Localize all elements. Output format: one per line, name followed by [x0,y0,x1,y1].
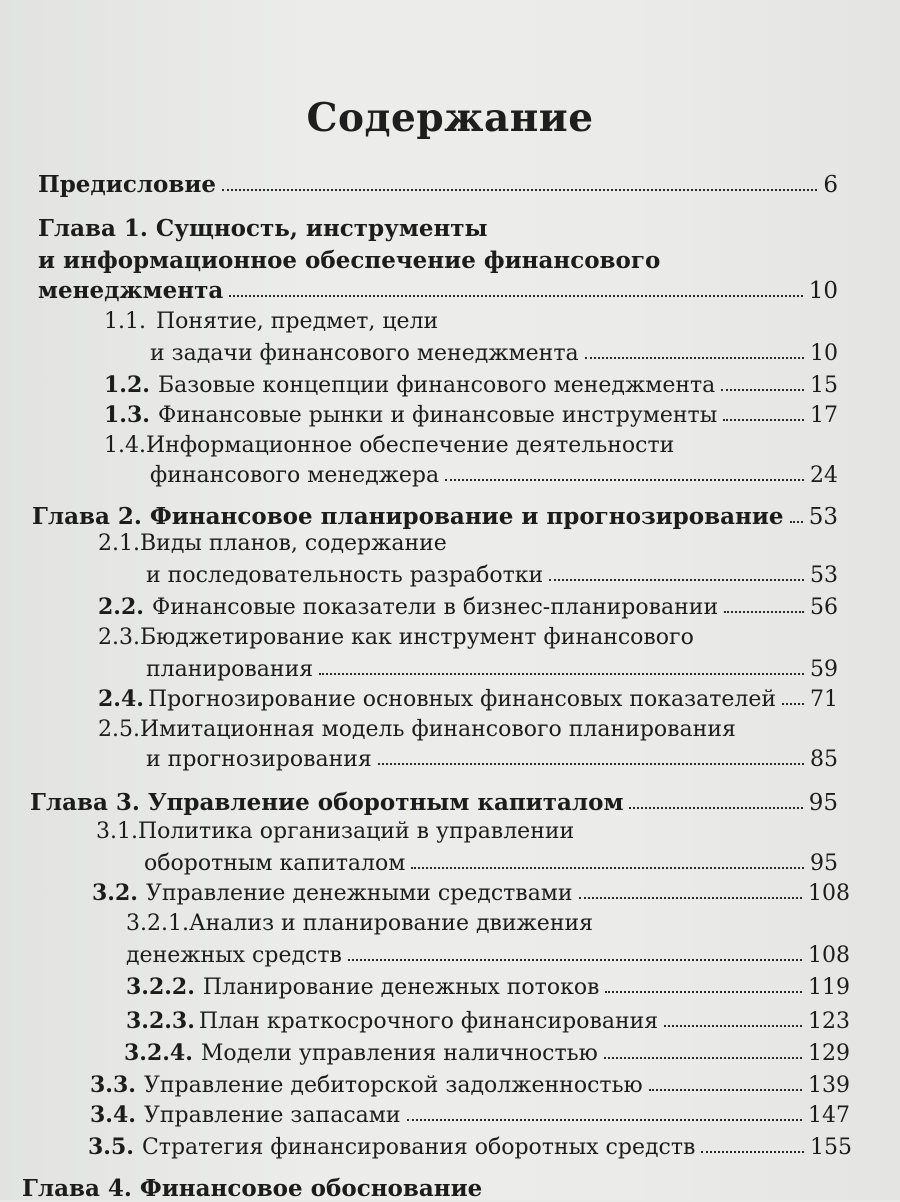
section-number: 2.1. [98,531,140,556]
entry-text: Управление дебиторской задолженностью [143,1073,643,1098]
toc-entry-3-2 [92,874,850,906]
page-number: 123 [808,1009,850,1034]
entry-text: Глава 2. Финансовое планирование и прогнозирование [32,503,784,530]
section-number: 3.3. [90,1072,136,1098]
dot-leader [229,295,802,297]
page-title: Содержание [306,95,594,141]
page-number: 56 [810,595,838,620]
page-number: 10 [808,278,838,304]
dot-leader [579,897,802,899]
toc-entry-3-4 [90,1096,850,1128]
section-text: Анализ и планирование движения [188,911,594,936]
page-number: 59 [810,657,838,682]
section-number: 3.5. [88,1134,134,1160]
dot-leader [605,991,802,993]
toc-entry-2-3 [146,650,838,682]
entry-text: финансового менеджера [150,463,440,488]
entry-text: и задачи финансового менеджмента [150,341,579,366]
entry-text: менеджмента [38,277,224,304]
entry-text: Стратегия финансирования оборотных средств [141,1135,696,1160]
page-number: 17 [810,403,838,428]
dot-leader [782,703,804,705]
section-3-1-line-1 [96,812,574,844]
toc-entry-1-2 [104,366,838,398]
entry-text: Управление денежными средствами [145,881,573,906]
entry-text: Базовые концепции финансового менеджмента [157,373,716,398]
entry-text: Модели управления наличностью [200,1041,598,1066]
entry-text: планирования [146,657,314,682]
section-number: 3.2.2. [126,974,195,1000]
section-number: 1.1. [104,309,146,334]
page-number: 10 [810,341,838,366]
section-number: 3.2.3. [126,1008,195,1034]
page-number: 119 [808,975,850,1000]
chapter-4-heading: Глава 4. Финансовое обоснование [22,1175,483,1202]
toc-entry-preface [38,166,838,198]
dot-leader [585,357,804,359]
dot-leader [649,1089,802,1091]
dot-leader [378,763,804,765]
section-number: 1.2. [104,372,150,398]
page-number: 155 [810,1135,852,1160]
section-number: 3.2.4. [124,1040,193,1066]
page-number: 147 [808,1103,850,1128]
page-number: 15 [810,373,838,398]
dot-leader [721,389,804,391]
section-text: Бюджетирование как инструмент финансового [139,625,694,650]
chapter-1-heading-line-2: и информационное обеспечение финансового [38,247,661,274]
section-text: Понятие, предмет, цели [155,309,439,334]
dot-leader [790,521,803,523]
toc-entry-2-4 [98,680,838,712]
page-number: 85 [810,747,838,772]
section-number: 1.3. [104,402,150,428]
dot-leader [549,579,804,581]
page-number: 139 [808,1073,850,1098]
dot-leader [701,1151,804,1153]
dot-leader [664,1025,802,1027]
toc-entry-1-1 [150,334,838,366]
toc-entry-chapter-1 [38,272,838,304]
section-3-2-1-line-1 [126,904,593,936]
entry-text: Предисловие [38,171,217,198]
section-text: Имитационная модель финансового планирования [139,717,736,742]
section-text: Виды планов, содержание [139,531,447,556]
dot-leader [445,479,804,481]
section-number: 3.4. [90,1102,136,1128]
section-number: 2.4. [98,686,144,712]
toc-entry-3-3 [90,1066,850,1098]
entry-text: Прогнозирование основных финансовых показателей [147,687,777,712]
dot-leader [411,867,804,869]
page-number: 53 [810,563,838,588]
entry-text: денежных средств [126,943,342,968]
entry-text: Финансовые показатели в бизнес-планировании [151,595,719,620]
page-number: 71 [810,687,838,712]
dot-leader [319,673,804,675]
section-1-1-line-1 [104,302,438,334]
page-number: 95 [808,790,838,816]
dot-leader [629,807,802,809]
entry-text: Планирование денежных потоков [202,975,600,1000]
toc-entry-3-2-3 [126,1002,850,1034]
page-number: 129 [808,1041,850,1066]
dot-leader [723,419,804,421]
page-number: 108 [808,943,850,968]
dot-leader [724,611,804,613]
page-number: 24 [810,463,838,488]
section-2-3-line-1 [98,618,694,650]
entry-text: и прогнозирования [146,747,372,772]
chapter-1-heading-line-1: Глава 1. Сущность, инструменты [38,215,488,242]
section-number: 3.2.1. [126,911,189,936]
entry-text: Управление запасами [143,1103,401,1128]
entry-text: Финансовые рынки и финансовые инструменты [157,403,718,428]
toc-entry-3-5 [88,1128,852,1160]
section-number: 3.2. [92,880,138,906]
dot-leader [407,1119,802,1121]
page-number: 108 [808,881,850,906]
page-number: 53 [808,504,838,530]
section-text: Информационное обеспечение деятельности [145,433,675,458]
toc-entry-3-1 [144,844,838,876]
dot-leader [604,1057,802,1059]
toc-entry-1-4 [150,456,838,488]
dot-leader [222,189,817,191]
toc-entry-2-1 [146,556,838,588]
toc-entry-3-2-2 [126,968,850,1000]
section-2-1-line-1 [98,524,447,556]
toc-entry-3-2-1 [126,936,850,968]
page-number: 6 [823,172,838,198]
toc-entry-1-3 [104,396,838,428]
entry-text: Глава 3. Управление оборотным капиталом [30,789,624,816]
page-number: 95 [810,851,838,876]
section-2-5-line-1 [98,710,736,742]
toc-entry-2-2 [98,588,838,620]
entry-text: План краткосрочного финансирования [198,1009,659,1034]
dot-leader [348,959,802,961]
entry-text: оборотным капиталом [144,851,406,876]
section-number: 2.2. [98,594,144,620]
section-number: 2.5. [98,717,140,742]
section-text: Политика организаций в управлении [137,819,575,844]
entry-text: и последовательность разработки [146,563,544,588]
section-number: 1.4. [104,433,146,458]
section-1-4-line-1 [104,426,674,458]
toc-entry-3-2-4 [124,1034,850,1066]
section-number: 3.1. [96,819,138,844]
section-number: 2.3. [98,625,140,650]
toc-entry-2-5 [146,740,838,772]
